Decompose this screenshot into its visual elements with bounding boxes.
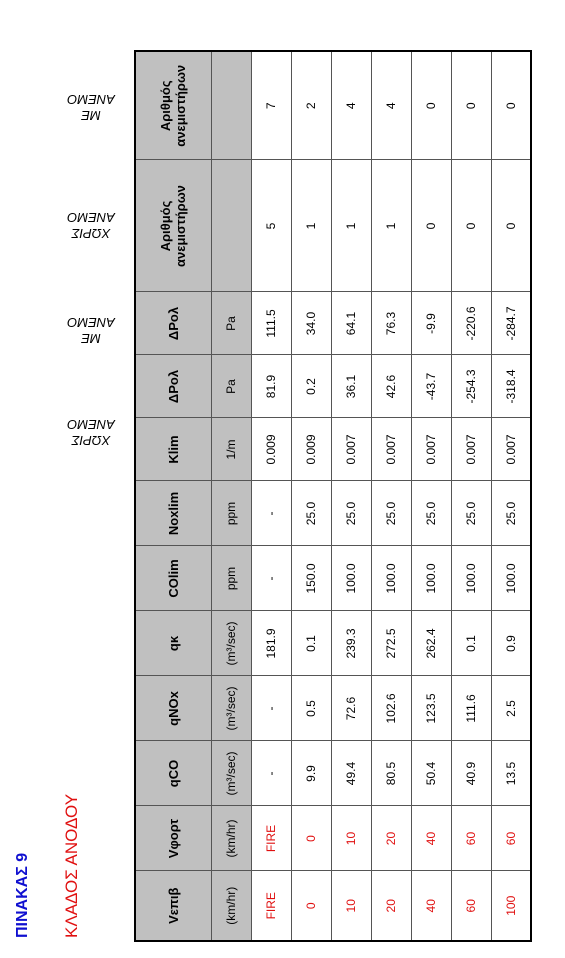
table-cell: 272.5 bbox=[371, 611, 411, 676]
table-cell: 25.0 bbox=[331, 481, 371, 546]
table-cell: 42.6 bbox=[371, 355, 411, 418]
table-cell: 25.0 bbox=[291, 481, 331, 546]
table-cell: 100.0 bbox=[331, 546, 371, 611]
table-cell: 60 bbox=[451, 806, 491, 871]
table-cell: 0.009 bbox=[251, 418, 291, 481]
table-cell: 0.1 bbox=[451, 611, 491, 676]
table-cell: 40.9 bbox=[451, 741, 491, 806]
col-header: Αριθμός ανεμιστήρων bbox=[135, 51, 211, 160]
col-header: COlim bbox=[135, 546, 211, 611]
table-cell: 0.007 bbox=[491, 418, 531, 481]
table-row bbox=[371, 51, 411, 941]
col-header: Noxlim bbox=[135, 481, 211, 546]
table-cell: 0.007 bbox=[331, 418, 371, 481]
table-cell: 9.9 bbox=[291, 741, 331, 806]
table-cell: 10 bbox=[331, 871, 371, 941]
note-line: ΜΕ bbox=[81, 331, 101, 346]
table-cell: 50.4 bbox=[411, 741, 451, 806]
table-cell: 100 bbox=[491, 871, 531, 941]
table-cell: 25.0 bbox=[411, 481, 451, 546]
col-header: ΔΡολ bbox=[135, 292, 211, 355]
table-cell: 4 bbox=[371, 51, 411, 160]
note-fans-with-wind bbox=[36, 91, 146, 123]
table-cell: -220.6 bbox=[451, 292, 491, 355]
table-cell: 111.5 bbox=[251, 292, 291, 355]
table-cell: 181.9 bbox=[251, 611, 291, 676]
table-cell: 81.9 bbox=[251, 355, 291, 418]
table-cell: 60 bbox=[491, 806, 531, 871]
table-cell: -9.9 bbox=[411, 292, 451, 355]
table-cell: 7 bbox=[251, 51, 291, 160]
unit-cell: (km/hr) bbox=[211, 871, 251, 941]
note-line: ΧΩΡΙΣ bbox=[71, 433, 111, 448]
table-cell: 0.007 bbox=[371, 418, 411, 481]
table-row bbox=[491, 51, 531, 941]
note-line: ΜΕ bbox=[81, 108, 101, 123]
table-cell: 0 bbox=[411, 160, 451, 292]
table-cell: FIRE bbox=[251, 806, 291, 871]
note-line: ΑΝΕΜΟ bbox=[67, 315, 115, 330]
table-cell: 76.3 bbox=[371, 292, 411, 355]
table-cell: 5 bbox=[251, 160, 291, 292]
table-cell: 0 bbox=[451, 51, 491, 160]
table-cell: 100.0 bbox=[451, 546, 491, 611]
note-dpol-with-wind bbox=[36, 314, 146, 346]
col-header: qCO bbox=[135, 741, 211, 806]
unit-cell: ppm bbox=[211, 546, 251, 611]
table-cell: 2.5 bbox=[491, 676, 531, 741]
table-cell: 64.1 bbox=[331, 292, 371, 355]
note-line: ΑΝΕΜΟ bbox=[67, 92, 115, 107]
note-line: ΑΝΕΜΟ bbox=[67, 417, 115, 432]
table-cell: 0.1 bbox=[291, 611, 331, 676]
col-header: qκ bbox=[135, 611, 211, 676]
table-row bbox=[331, 51, 371, 941]
unit-cell: (m³/sec) bbox=[211, 611, 251, 676]
unit-cell: Pa bbox=[211, 355, 251, 418]
table-row bbox=[451, 51, 491, 941]
table-cell: 20 bbox=[371, 871, 411, 941]
table-cell: 0.007 bbox=[411, 418, 451, 481]
table-cell: - bbox=[251, 546, 291, 611]
table-row bbox=[251, 51, 291, 941]
unit-cell: 1/m bbox=[211, 418, 251, 481]
table-cell: 0 bbox=[411, 51, 451, 160]
table-cell: - bbox=[251, 676, 291, 741]
table-cell: 1 bbox=[371, 160, 411, 292]
table-cell: 0.5 bbox=[291, 676, 331, 741]
table-cell: - bbox=[251, 741, 291, 806]
table-cell: 1 bbox=[291, 160, 331, 292]
table-cell: 20 bbox=[371, 806, 411, 871]
col-header: ΔΡολ bbox=[135, 355, 211, 418]
table-cell: -43.7 bbox=[411, 355, 451, 418]
table-cell: 72.6 bbox=[331, 676, 371, 741]
table-cell: 262.4 bbox=[411, 611, 451, 676]
unit-cell: (m³/sec) bbox=[211, 676, 251, 741]
col-header: Klim bbox=[135, 418, 211, 481]
table-cell: 111.6 bbox=[451, 676, 491, 741]
table-cell: 25.0 bbox=[491, 481, 531, 546]
table-cell: 36.1 bbox=[331, 355, 371, 418]
table-cell: 100.0 bbox=[371, 546, 411, 611]
table-cell: 102.6 bbox=[371, 676, 411, 741]
table-cell: 40 bbox=[411, 871, 451, 941]
data-table bbox=[134, 50, 532, 942]
note-line: ΧΩΡΙΣ bbox=[71, 226, 111, 241]
table-cell: - bbox=[251, 481, 291, 546]
table-cell: 0 bbox=[291, 806, 331, 871]
table-cell: 49.4 bbox=[331, 741, 371, 806]
table-body bbox=[251, 51, 531, 941]
header-row bbox=[135, 51, 211, 941]
table-cell: 2 bbox=[291, 51, 331, 160]
table-row bbox=[291, 51, 331, 941]
table-cell: FIRE bbox=[251, 871, 291, 941]
table-cell: 123.5 bbox=[411, 676, 451, 741]
table-cell: 0.007 bbox=[451, 418, 491, 481]
note-fans-without-wind bbox=[36, 209, 146, 241]
table-cell: 0.2 bbox=[291, 355, 331, 418]
units-row bbox=[211, 51, 251, 941]
col-header: Vφορτ bbox=[135, 806, 211, 871]
table-cell: 0 bbox=[491, 160, 531, 292]
col-header: qNOx bbox=[135, 676, 211, 741]
table-cell: 60 bbox=[451, 871, 491, 941]
table-cell: 80.5 bbox=[371, 741, 411, 806]
table-cell: 150.0 bbox=[291, 546, 331, 611]
table-cell: -318.4 bbox=[491, 355, 531, 418]
table-cell: 10 bbox=[331, 806, 371, 871]
table-cell: 0 bbox=[291, 871, 331, 941]
col-header: Vεπιβ bbox=[135, 871, 211, 941]
table-cell: 0.009 bbox=[291, 418, 331, 481]
unit-cell: Pa bbox=[211, 292, 251, 355]
table-cell: -254.3 bbox=[451, 355, 491, 418]
table-cell: 25.0 bbox=[451, 481, 491, 546]
col-header: Αριθμός ανεμιστήρων bbox=[135, 160, 211, 292]
page-subtitle: ΚΛΑΔΟΣ ΑΝΟΔΟΥ bbox=[62, 793, 81, 938]
table-cell: 40 bbox=[411, 806, 451, 871]
unit-cell: (m³/sec) bbox=[211, 741, 251, 806]
data-table-rotated bbox=[134, 52, 532, 942]
unit-cell bbox=[211, 160, 251, 292]
table-cell: 13.5 bbox=[491, 741, 531, 806]
table-cell: 0 bbox=[451, 160, 491, 292]
page-title: ΠΙΝΑΚΑΣ 9 bbox=[14, 852, 31, 938]
table-cell: 34.0 bbox=[291, 292, 331, 355]
table-row bbox=[411, 51, 451, 941]
table-cell: -284.7 bbox=[491, 292, 531, 355]
table-cell: 25.0 bbox=[371, 481, 411, 546]
unit-cell: (km/hr) bbox=[211, 806, 251, 871]
table-cell: 239.3 bbox=[331, 611, 371, 676]
table-cell: 0 bbox=[491, 51, 531, 160]
table-cell: 100.0 bbox=[491, 546, 531, 611]
table-cell: 1 bbox=[331, 160, 371, 292]
note-line: ΑΝΕΜΟ bbox=[67, 210, 115, 225]
table-cell: 4 bbox=[331, 51, 371, 160]
unit-cell: ppm bbox=[211, 481, 251, 546]
table-cell: 100.0 bbox=[411, 546, 451, 611]
table-cell: 0.9 bbox=[491, 611, 531, 676]
note-dpol-without-wind bbox=[36, 416, 146, 448]
unit-cell bbox=[211, 51, 251, 160]
